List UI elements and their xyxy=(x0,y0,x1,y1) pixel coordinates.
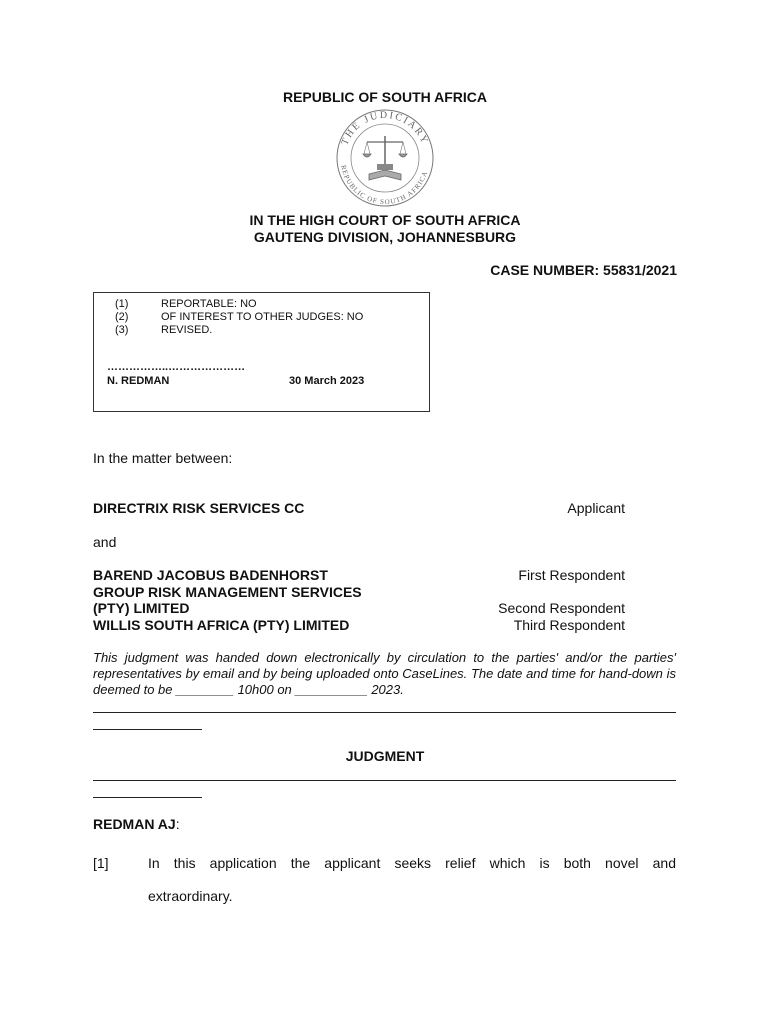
matter-intro: In the matter between: xyxy=(93,450,233,466)
author-name: REDMAN AJ xyxy=(93,816,176,832)
author-line xyxy=(93,816,180,832)
divider-line-short xyxy=(93,797,202,798)
status-item-interest: OF INTEREST TO OTHER JUDGES: NO xyxy=(161,311,364,323)
third-respondent-role: Third Respondent xyxy=(513,617,625,633)
second-respondent-name-cont: (PTY) LIMITED xyxy=(93,600,190,616)
svg-text:THE JUDICIARY: THE JUDICIARY xyxy=(339,109,431,147)
third-respondent-name: WILLIS SOUTH AFRICA (PTY) LIMITED xyxy=(93,617,350,633)
court-name: IN THE HIGH COURT OF SOUTH AFRICA xyxy=(249,212,521,228)
paragraph-number: [1] xyxy=(93,855,109,871)
divider-line-short xyxy=(93,729,202,730)
court-division: GAUTENG DIVISION, JOHANNESBURG xyxy=(253,229,517,245)
judiciary-seal-icon xyxy=(327,108,443,208)
svg-text:REPUBLIC OF SOUTH AFRICA: REPUBLIC OF SOUTH AFRICA xyxy=(339,164,430,207)
author-suffix: : xyxy=(175,816,180,832)
status-item-number: (3) xyxy=(115,324,129,336)
judge-name: N. REDMAN xyxy=(107,375,170,387)
second-respondent-role: Second Respondent xyxy=(498,600,625,616)
applicant-role: Applicant xyxy=(567,500,625,516)
status-item-reportable: REPORTABLE: NO xyxy=(161,298,257,310)
second-respondent-name: GROUP RISK MANAGEMENT SERVICES xyxy=(93,584,362,600)
status-item-number: (1) xyxy=(115,298,129,310)
status-item-number: (2) xyxy=(115,311,129,323)
hand-down-notice: This judgment was handed down electronically by circulation to the parties' and/or the parties' representatives by email and by being uploaded onto CaseLines. The date and time for hand-down is deemed to be ________ 10h00 on __________ 2023. xyxy=(93,650,676,697)
republic-heading: REPUBLIC OF SOUTH AFRICA xyxy=(282,89,488,105)
judgment-title: JUDGMENT xyxy=(345,748,425,764)
reportable-status-box xyxy=(93,292,430,412)
judgment-date: 30 March 2023 xyxy=(289,375,365,387)
paragraph-text-cont: extraordinary. xyxy=(148,888,233,904)
paragraph-text: In this application the applicant seeks relief which is both novel and xyxy=(148,855,676,871)
first-respondent-role: First Respondent xyxy=(518,567,625,583)
applicant-name: DIRECTRIX RISK SERVICES CC xyxy=(93,500,305,516)
and-separator: and xyxy=(93,534,117,550)
case-number: CASE NUMBER: 55831/2021 xyxy=(490,262,677,278)
signature-line: ……………..………………… xyxy=(107,361,246,373)
status-item-revised: REVISED. xyxy=(161,324,213,336)
divider-line xyxy=(93,712,676,713)
first-respondent-name: BAREND JACOBUS BADENHORST xyxy=(93,567,328,583)
divider-line xyxy=(93,780,676,781)
